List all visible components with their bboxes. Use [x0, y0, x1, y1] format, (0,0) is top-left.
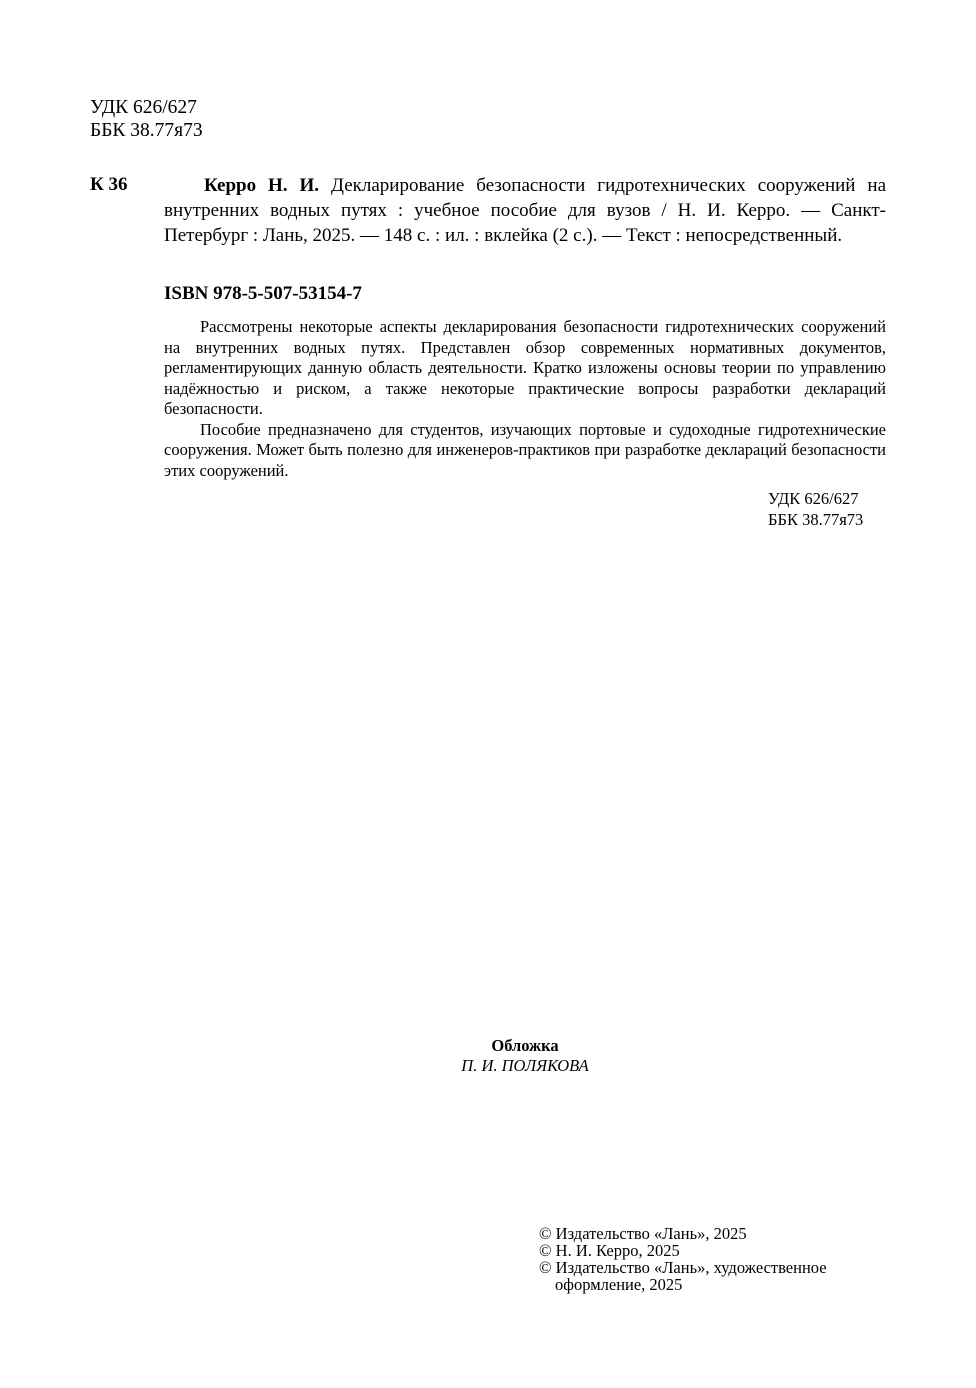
- classification-top: [90, 96, 203, 142]
- author-name: Керро Н. И.: [204, 175, 320, 196]
- udk-code: УДК 626/627: [90, 97, 197, 118]
- copyright-line-2: © Н. И. Керро, 2025: [539, 1241, 680, 1260]
- cover-credit: [0, 1036, 976, 1076]
- copyright-line-3: © Издательство «Лань», художественное: [539, 1258, 827, 1277]
- bibliographic-description: Декларирование безопасности гидротехнических сооружений на внутренних водных путях : учебное пособие для вузов / Н. И. Керро. — Санкт-Петербург : Лань, 2025. — 148 с. : ил. : вклейка (2 с.). — Текст : непосредственный.: [164, 175, 886, 246]
- catalog-index: К 36: [90, 174, 128, 195]
- copyright-line-3-continued: оформление, 2025: [555, 1275, 683, 1294]
- udk-code-bottom: УДК 626/627: [768, 489, 859, 508]
- cover-label: Обложка: [491, 1036, 559, 1055]
- abstract: [164, 317, 886, 481]
- isbn: ISBN 978-5-507-53154-7: [164, 283, 362, 304]
- abstract-paragraph-1: Рассмотрены некоторые аспекты декларирования безопасности гидротехнических сооружений на внутренних водных путях. Представлен обзор современных нормативных документов, регламентирующих данную область деятельности. Кратко изложены основы теории по управлению надёжностью и риском, а также некоторые практические вопросы разработки деклараций безопасности.: [164, 317, 886, 418]
- bbk-code: ББК 38.77я73: [90, 120, 203, 141]
- copyright-line-1: © Издательство «Лань», 2025: [539, 1224, 747, 1243]
- bibliographic-record: [164, 173, 886, 248]
- abstract-paragraph-2: Пособие предназначено для студентов, изучающих портовые и судоходные гидротехнические сооружения. Может быть полезно для инженеров-практиков при разработке деклараций безопасности этих сооружений.: [164, 419, 886, 480]
- bbk-code-bottom: ББК 38.77я73: [768, 510, 864, 529]
- cover-designer: П. И. ПОЛЯКОВА: [461, 1056, 589, 1075]
- classification-bottom: [768, 488, 863, 530]
- copyright-block: [539, 1225, 827, 1293]
